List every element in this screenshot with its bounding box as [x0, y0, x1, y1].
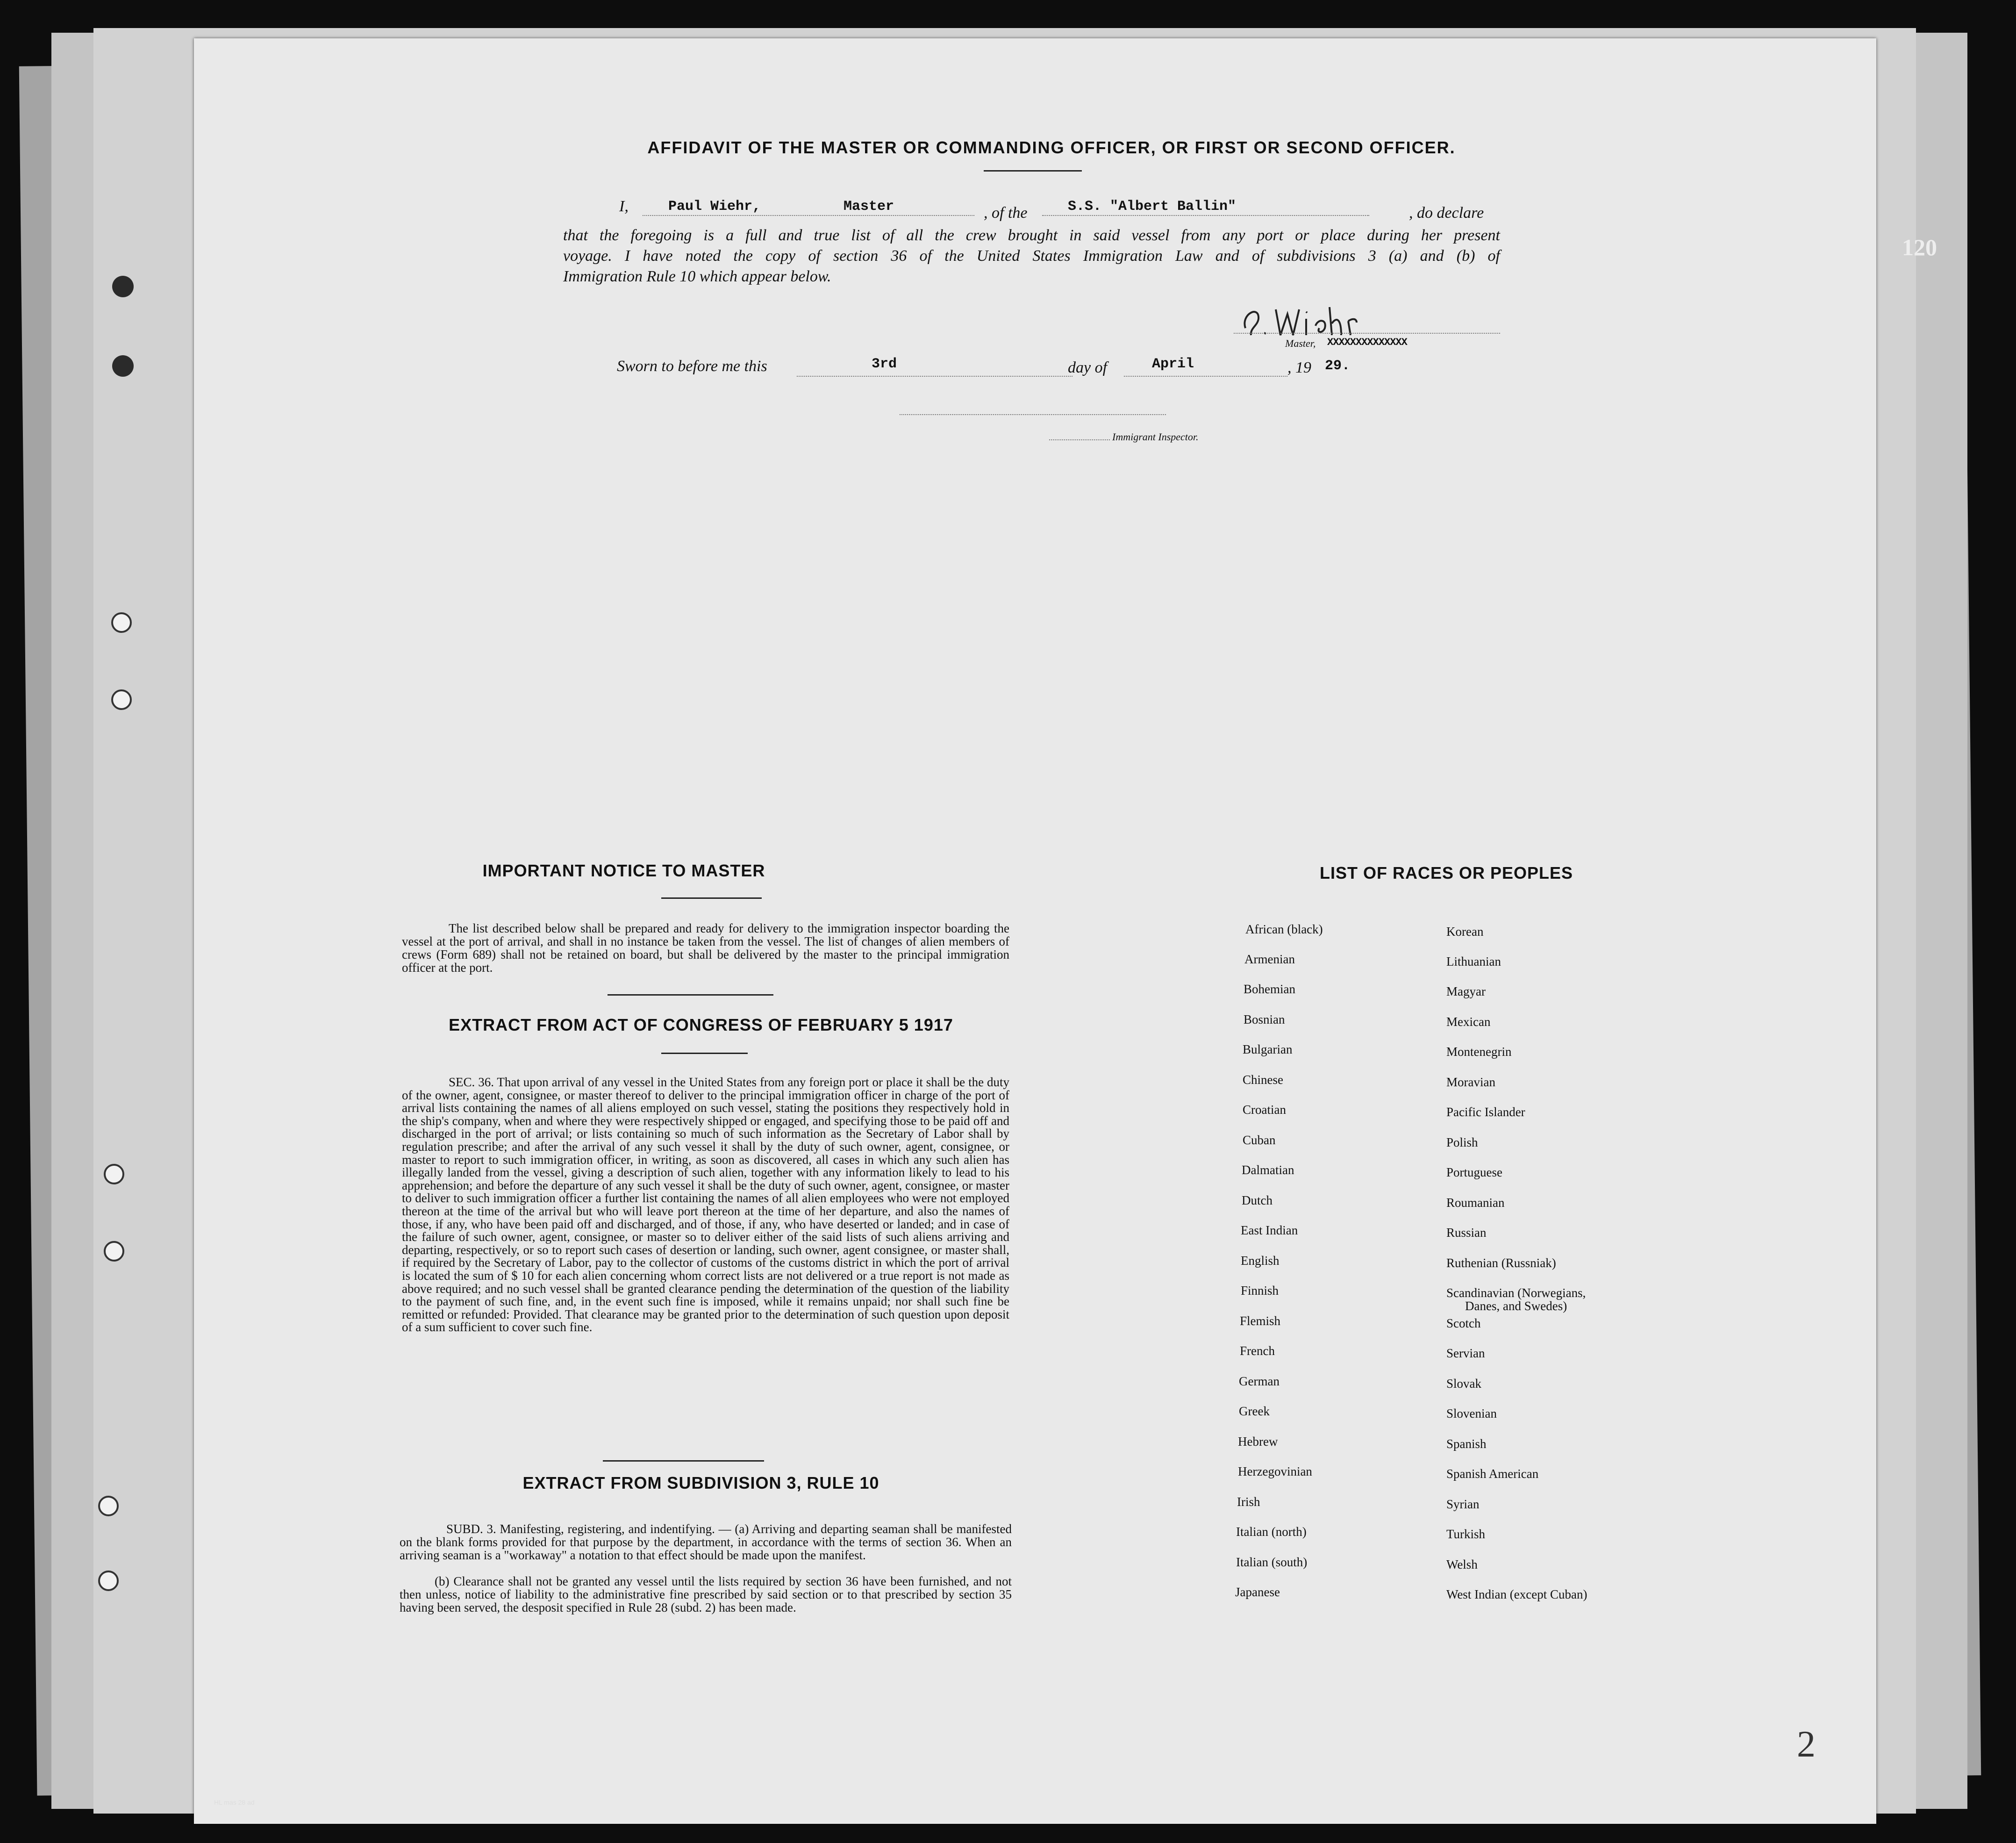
section-rule [603, 1460, 764, 1462]
race-item: Syrian [1446, 1497, 1480, 1511]
dotted-line [643, 215, 974, 216]
punch-hole [111, 612, 132, 633]
affidavit-line: voyage. I have noted the copy of section 36 of the United States Immigration Law and of subdivisions 3 (a) and (b) of [563, 247, 1500, 265]
race-item: West Indian (except Cuban) [1446, 1587, 1587, 1601]
race-item: Finnish [1241, 1284, 1279, 1298]
race-item: Bohemian [1244, 982, 1295, 996]
race-item: Mexican [1446, 1015, 1491, 1029]
title-rule [984, 170, 1082, 172]
inspector-label: Immigrant Inspector. [1112, 431, 1199, 443]
master-label: Master, [1285, 337, 1316, 349]
dotted-line [1124, 376, 1287, 377]
race-item: Spanish American [1446, 1467, 1539, 1481]
race-item: Moravian [1446, 1075, 1495, 1089]
race-item: Chinese [1243, 1073, 1283, 1087]
sworn-label: Sworn to before me this [617, 358, 767, 375]
page-number: 120 [1902, 234, 1937, 260]
race-item: Russian [1446, 1226, 1487, 1240]
section-rule [661, 897, 762, 899]
do-declare-label: , do declare [1409, 204, 1484, 222]
race-item: Slovak [1446, 1377, 1482, 1391]
section-rule [661, 1053, 748, 1054]
race-item: Dutch [1242, 1193, 1273, 1207]
affidavit-title: AFFIDAVIT OF THE MASTER OR COMMANDING OFFICER, OR FIRST OR SECOND OFFICER. [647, 138, 1456, 157]
punch-hole [112, 355, 134, 377]
race-item: Armenian [1244, 952, 1295, 966]
race-item: Hebrew [1238, 1434, 1278, 1449]
race-item: Dalmatian [1242, 1163, 1294, 1177]
vessel-name: S.S. "Albert Ballin" [1068, 199, 1237, 215]
race-item: Scotch [1446, 1316, 1481, 1330]
race-item: Lithuanian [1446, 954, 1501, 968]
struck-title: XXXXXXXXXXXXXX [1327, 337, 1407, 348]
of-the-label: , of the [984, 204, 1028, 222]
race-item: Herzegovinian [1238, 1464, 1312, 1478]
year-prefix: , 19 [1287, 359, 1311, 376]
subdivision-text-a: SUBD. 3. Manifesting, registering, and indentifying. — (a) Arriving and departing seaman shall be manifested on the blank forms provided for that purpose by the department, in accordance with the terms of section 36. When an arriving seaman is a "workaway" a notation to that effect should be made upon the manifest. [400, 1522, 1012, 1562]
punch-hole [98, 1570, 119, 1591]
race-item: Spanish [1446, 1437, 1487, 1451]
race-item: Italian (north) [1236, 1525, 1307, 1539]
race-item: Portuguese [1446, 1165, 1502, 1179]
dotted-line [1049, 439, 1110, 440]
day-of-label: day of [1068, 359, 1108, 376]
race-item: French [1240, 1344, 1275, 1358]
race-item: Korean [1446, 925, 1484, 939]
sworn-day: 3rd [872, 356, 897, 372]
race-item: Slovenian [1446, 1406, 1497, 1420]
race-item: Ruthenian (Russniak) [1446, 1256, 1556, 1270]
act-title: EXTRACT FROM ACT OF CONGRESS OF FEBRUARY 5 1917 [449, 1015, 953, 1034]
race-item: Irish [1237, 1495, 1260, 1509]
punch-hole [111, 689, 132, 710]
subdivision-title: EXTRACT FROM SUBDIVISION 3, RULE 10 [522, 1473, 879, 1492]
punch-hole [104, 1241, 124, 1262]
race-item: Montenegrin [1446, 1045, 1512, 1059]
affidavit-line: Immigration Rule 10 which appear below. [563, 268, 831, 285]
race-item: Pacific Islander [1446, 1105, 1525, 1119]
race-item: Greek [1239, 1404, 1270, 1418]
races-title: LIST OF RACES OR PEOPLES [1319, 863, 1573, 882]
race-item: Japanese [1235, 1585, 1280, 1599]
race-item: English [1241, 1254, 1280, 1268]
subdivision-text-b: (b) Clearance shall not be granted any vessel until the lists required by section 36 have been furnished, and not then unless, notice of liability to the administrative fine prescribed by said section or to that prescribed by section 35 having been served, the desposit specified in Rule 28 (subd. 2) has been made. [400, 1574, 1012, 1614]
punch-hole [98, 1496, 119, 1516]
race-item: Magyar [1446, 984, 1486, 998]
race-item: Flemish [1240, 1314, 1281, 1328]
race-item: Cuban [1243, 1133, 1276, 1147]
race-item: African (black) [1245, 922, 1323, 936]
affidavit-line: that the foregoing is a full and true list of all the crew brought in said vessel from any port or place during her present [563, 227, 1500, 244]
race-item: East Indian [1241, 1223, 1298, 1237]
race-item: Bosnian [1244, 1012, 1285, 1026]
master-rank: Master [844, 199, 894, 215]
punch-hole [112, 276, 134, 297]
sworn-month: April [1152, 356, 1194, 372]
handwritten-mark: 2 [1797, 1724, 1816, 1765]
punch-hole [104, 1164, 124, 1184]
race-item: Turkish [1446, 1527, 1486, 1541]
race-item: Polish [1446, 1135, 1478, 1149]
footer-code: HL mas 28 ad [214, 1799, 255, 1806]
master-signature [1236, 300, 1358, 342]
pronoun: I, [619, 198, 629, 215]
race-item: German [1239, 1374, 1280, 1388]
race-item: Scandinavian (Norwegians, [1446, 1286, 1586, 1300]
act-text: SEC. 36. That upon arrival of any vessel in the United States from any foreign port or place it shall be the duty of the owner, agent, consignee, or master thereof to deliver to the principal immigration officer in charge of the port of arrival lists containing the names of all aliens employed on such vessel, stating the positions they respectively hold in the ship's company, when and where they were respectively shipped or engaged, and specifying those to be paid off and discharged in the port of arrival; or lists containing so much of such information as the Secretary of Labor shall by regulation prescribe; and after the arrival of any such vessel it shall by the duty of such owner, agent, consignee, or master to report to such immigration officer, in writing, as soon as discovered, all cases in which any such alien has illegally landed from the vessel, giving a description of such alien, together with any information likely to lead to his apprehension; and before the departure of any such vessel it shall be the duty of such owner, agent, consignee, or master to deliver to such immigration officer a further list containing the names of all alien employees who were not employed thereon at the time of the arrival but who will leave port thereon at the time of her departure, and also the names of those, if any, who have been paid off and discharged, and of those, if any, who have deserted or landed; and in case of the failure of such owner, agent, consignee, or master so to deliver either of the said lists of such aliens arriving and departing, respectively, or so to report such cases of desertion or landing, such owner, agent consignee, or master shall, if required by the Secretary of Labor, pay to the collector of customs of the customs district in which the port of arrival is located the sum of $ 10 for each alien concerning whom correct lists are not delivered or a true report is not made as above required; and no such vessel shall be granted clearance pending the determination of the question of the liability to the payment of such fine, and, in the event such fine is imposed, while it remains unpaid; nor shall such fine be remitted or refunded: Provided. That clearance may be granted prior to the determination of such question upon deposit of a sum sufficient to cover such fine. [402, 1075, 1009, 1334]
notice-title: IMPORTANT NOTICE TO MASTER [482, 861, 765, 880]
race-item: Croatian [1243, 1103, 1286, 1117]
dotted-line [1042, 215, 1369, 216]
race-item: Welsh [1446, 1557, 1478, 1571]
inspector-line [900, 414, 1166, 415]
signature-line [1234, 333, 1500, 334]
dotted-line [797, 376, 1072, 377]
affidavit-page [194, 38, 1876, 1824]
race-item: Roumanian [1446, 1196, 1505, 1210]
section-rule [608, 994, 773, 996]
notice-text: The list described below shall be prepared and ready for delivery to the immigration inspector boarding the vessel at the port of arrival, and shall in no instance be taken from the vessel. The list of changes of alien members of crews (Form 689) shall not be retained on board, but shall be delivered by the master to the principal immigration officer at the port. [402, 921, 1009, 975]
race-item: Italian (south) [1236, 1555, 1308, 1569]
sworn-year: 29. [1325, 358, 1351, 374]
race-item: Bulgarian [1243, 1042, 1293, 1056]
race-item: Servian [1446, 1346, 1485, 1360]
master-name: Paul Wiehr, [668, 199, 761, 215]
race-item: Danes, and Swedes) [1465, 1299, 1567, 1313]
